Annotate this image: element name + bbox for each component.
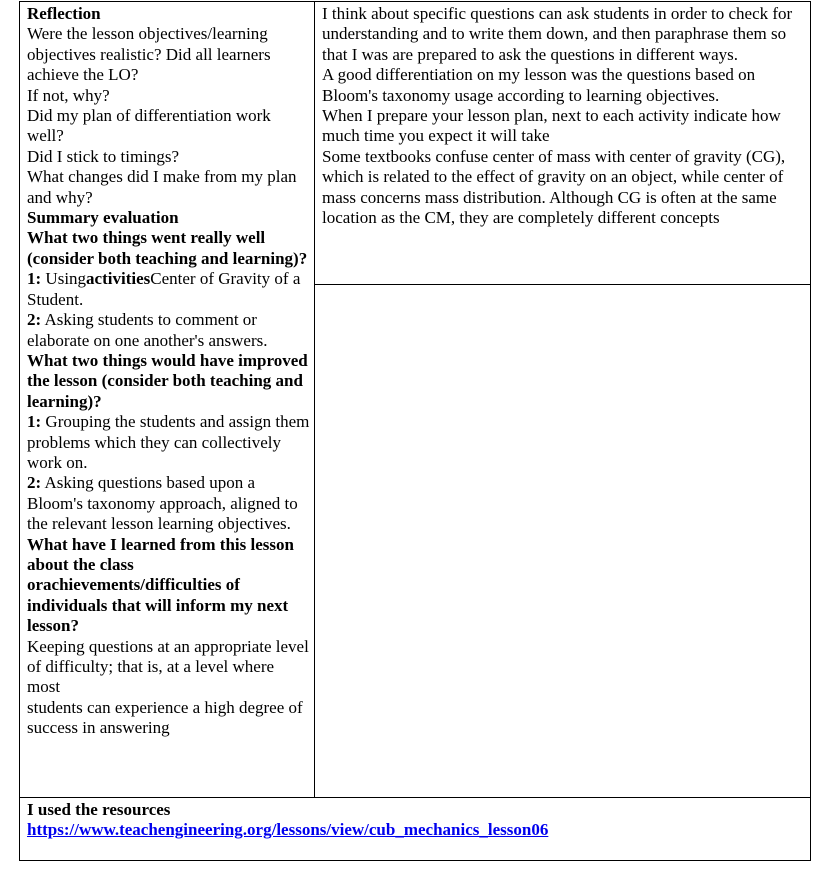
item-text: Using <box>41 269 87 289</box>
improved-item-1 <box>27 412 310 473</box>
learned-heading: What have I learned from this lesson about the class orachievements/difficulties of individuals that will inform my next lesson? <box>27 534 294 636</box>
question-changes: What changes did I make from my plan and why? <box>27 167 297 207</box>
item-number: 1: <box>27 269 42 289</box>
item-number: 1: <box>27 412 42 432</box>
item-text: Center of Gravity of a Student. <box>27 269 301 309</box>
answer-timings-paragraph: When I prepare your lesson plan, next to each activity indicate how much time you expect it will take <box>322 106 781 146</box>
summary-evaluation-heading: Summary evaluation <box>27 208 179 228</box>
answer-questions-paragraph: I think about specific questions can ask students in order to check for understanding and to write them down, and then paraphrase them so that I was are prepared to ask the questions in different ways. <box>322 4 793 64</box>
answer-differentiation-paragraph: A good differentiation on my lesson was the questions based on Bloom's taxonomy usage according to learning objectives. <box>322 65 756 105</box>
went-well-heading: What two things went really well (consider both teaching and learning)? <box>27 228 308 268</box>
improved-heading: What two things would have improved the lesson (consider both teaching and learning)? <box>27 350 308 411</box>
learned-text-2: students can experience a high degree of success in answering <box>27 697 303 738</box>
learned-text-1: Keeping questions at an appropriate level of difficulty; that is, at a level where most <box>27 636 309 697</box>
resources-label: I used the resources <box>27 800 171 819</box>
reflection-heading: Reflection <box>27 4 101 23</box>
question-timings: Did I stick to timings? <box>27 146 180 166</box>
answer-center-of-mass-paragraph: Some textbooks confuse center of mass with center of gravity (CG), which is related to the effect of gravity on an object, while center of mass concerns mass distribution. Although CG is often at the same location as the CM, they are completely different concepts <box>322 146 786 228</box>
reflection-table <box>19 1 811 861</box>
went-well-item-2 <box>27 310 310 351</box>
item-number: 2: <box>27 310 42 330</box>
item-emphasis: activities <box>86 269 151 289</box>
question-if-not: If not, why? <box>27 85 110 105</box>
empty-cell <box>315 285 810 797</box>
item-text: Asking questions based upon a Bloom's taxonomy approach, aligned to the relevant lesson learning objectives. <box>27 473 298 534</box>
question-differentiation: Did my plan of differentiation work well? <box>27 106 271 146</box>
item-text: Asking students to comment or elaborate on one another's answers. <box>27 310 268 350</box>
reflection-questions-cell <box>20 2 315 797</box>
resources-row <box>20 798 810 860</box>
improved-item-2 <box>27 473 310 534</box>
reflection-row <box>20 2 810 798</box>
resources-link[interactable]: https://www.teachengineering.org/lessons/view/cub_mechanics_lesson06 <box>27 820 549 840</box>
item-number: 2: <box>27 473 42 493</box>
reflection-answers-cell <box>315 2 810 285</box>
reflection-answers-column <box>315 2 810 797</box>
question-objectives: Were the lesson objectives/learning objectives realistic? Did all learners achieve the LO? <box>27 24 271 85</box>
went-well-item-1 <box>27 269 310 310</box>
item-text: Grouping the students and assign them problems which they can collectively work on. <box>27 412 310 472</box>
